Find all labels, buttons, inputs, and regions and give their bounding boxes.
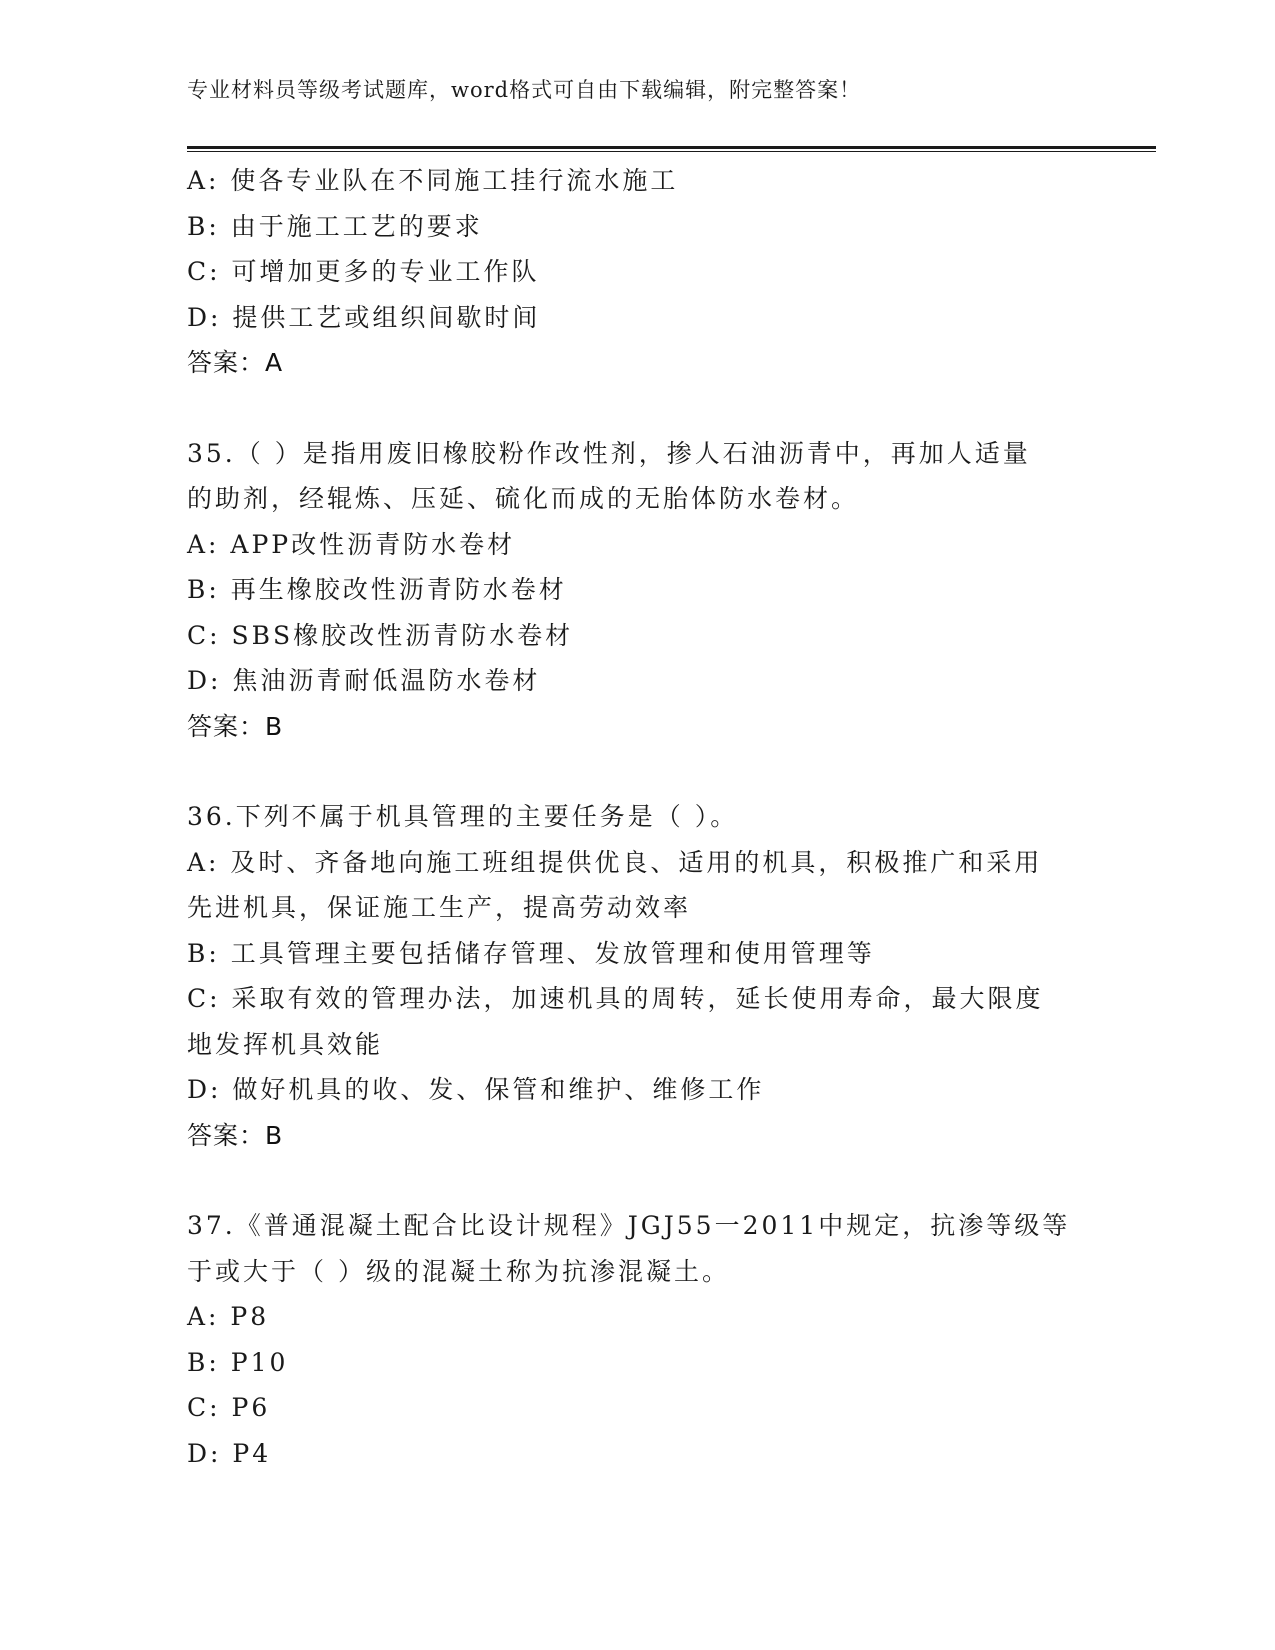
option-c: C: P6 [187,1393,271,1422]
question-stem: 37.《普通混凝土配合比设计规程》JGJ55一2011中规定，抗渗等级等 [187,1211,1071,1240]
option-a-continued: 先进机具，保证施工生产，提高劳动效率 [187,893,692,922]
option-c: C: 可增加更多的专业工作队 [187,257,540,286]
question-37 [187,1203,1087,1476]
option-a: A: APP改性沥青防水卷材 [187,529,516,559]
question-stem: 35.（ ）是指用废旧橡胶粉作改性剂，掺人石油沥青中，再加人适量 [187,438,1031,468]
exam-content [187,158,1087,1476]
page-header: 专业材料员等级考试题库，word格式可自由下载编辑，附完整答案！ [187,78,862,102]
answer-line: 答案：B [187,711,284,741]
header-rule [187,146,1156,152]
option-c: C: 采取有效的管理办法，加速机具的周转，延长使用寿命，最大限度 [187,984,1044,1013]
option-d: D: P4 [187,1438,272,1468]
option-d: D: 焦油沥青耐低温防水卷材 [187,666,541,695]
option-a: A: P8 [187,1302,270,1331]
question-stem: 于或大于（ ）级的混凝土称为抗渗混凝土。 [187,1256,730,1286]
option-b: B: 再生橡胶改性沥青防水卷材 [187,575,567,604]
option-d: D: 提供工艺或组织间歇时间 [187,302,541,332]
option-b: B: 由于施工工艺的要求 [187,211,483,241]
answer-line: 答案：B [187,1120,284,1150]
question-36 [187,794,1087,1158]
answer-line: 答案：A [187,348,284,377]
option-d: D: 做好机具的收、发、保管和维护、维修工作 [187,1075,765,1104]
option-c-continued: 地发挥机具效能 [187,1029,384,1059]
question-35 [187,431,1087,750]
option-a: A: 及时、齐备地向施工班组提供优良、适用的机具，积极推广和采用 [187,847,1043,877]
option-c: C: SBS橡胶改性沥青防水卷材 [187,620,574,650]
option-b: B: 工具管理主要包括储存管理、发放管理和使用管理等 [187,938,875,968]
question-stem: 的助剂，经辊炼、压延、硫化而成的无胎体防水卷材。 [187,484,860,513]
option-a: A: 使各专业队在不同施工挂行流水施工 [187,166,679,195]
prev-question [187,158,1087,386]
option-b: B: P10 [187,1347,289,1377]
question-stem: 36.下列不属于机具管理的主要任务是（ ）。 [187,802,739,831]
